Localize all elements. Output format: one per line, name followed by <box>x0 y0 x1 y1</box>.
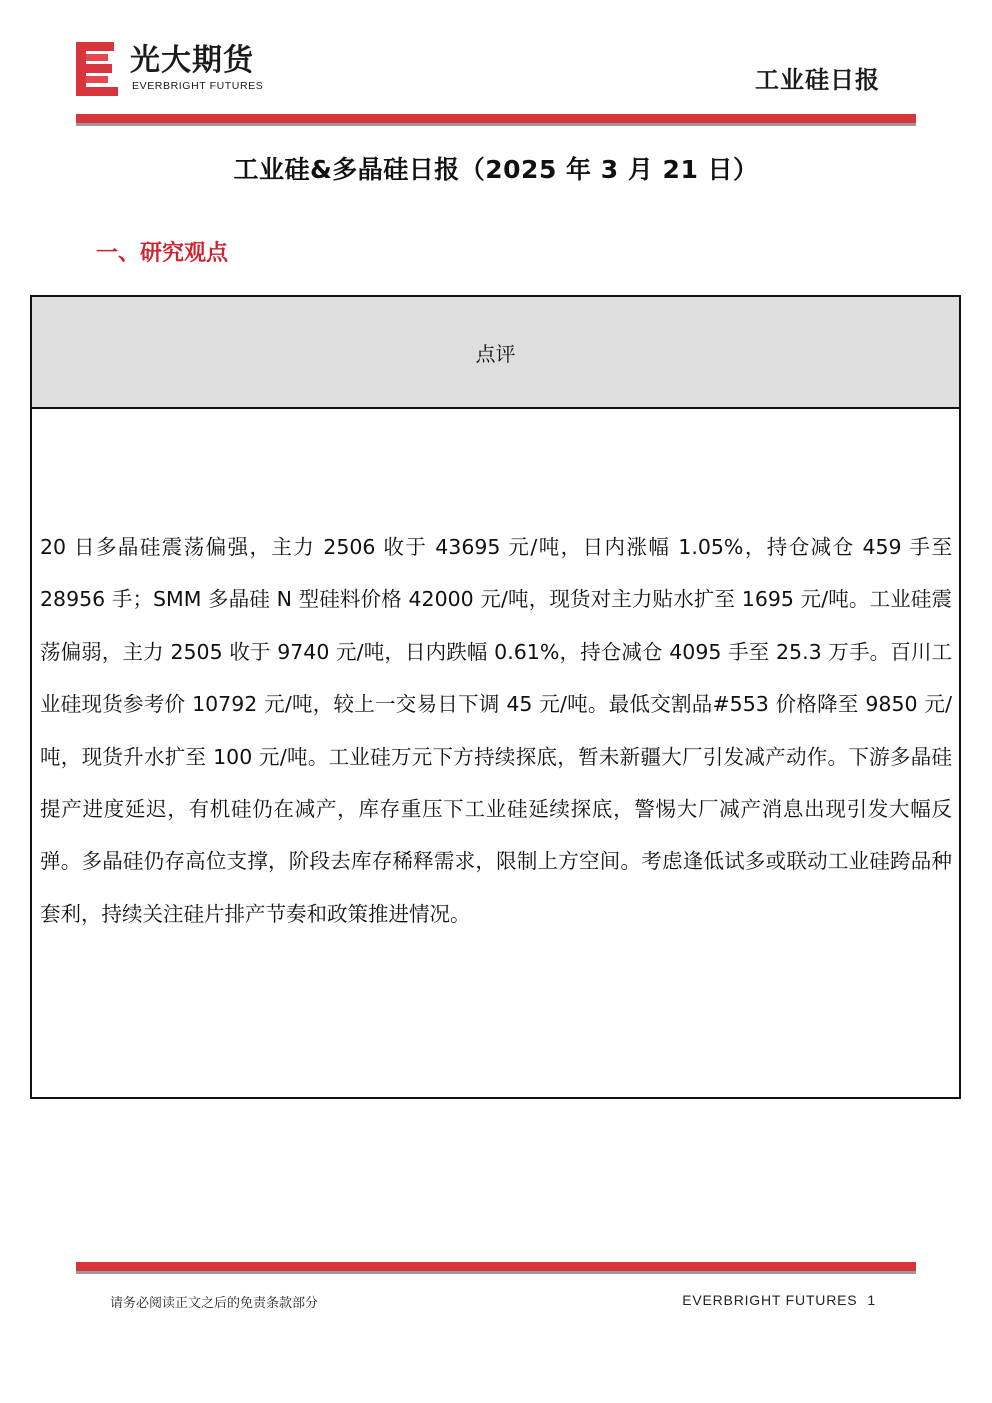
commentary-table-header <box>32 297 959 409</box>
page-number: 1 <box>867 1292 876 1308</box>
footer-brand-block <box>682 1292 876 1308</box>
section-heading: 一、研究观点 <box>96 241 229 266</box>
commentary-table <box>30 295 961 1099</box>
company-logo <box>76 40 296 100</box>
footer-divider-grey <box>76 1271 916 1274</box>
header-divider-red <box>76 114 916 123</box>
everbright-e-logo-icon <box>76 42 118 96</box>
logo-chinese-name: 光大期货 <box>130 43 254 78</box>
commentary-text: 20 日多晶硅震荡偏强，主力 2506 收于 43695 元/吨，日内涨幅 1.05%，持仓减仓 459 手至 28956 手；SMM 多晶硅 N 型硅料价格 42000 元/吨，现货对主力贴水扩至 1695 元/吨。工业硅震荡偏弱，主力 2505 收于 9740 元/吨，日内跌幅 0.61%，持仓减仓 4095 手至 25.3 万手。百川工业硅现货参考价 10792 元/吨，较上一交易日下调 45 元/吨。最低交割品#553 价格降至 9850 元/吨，现货升水扩至 100 元/吨。工业硅万元下方持续探底，暂未新疆大厂引发减产动作。下游多晶硅提产进度延迟，有机硅仍在减产，库存重压下工业硅延续探底，警惕大厂减产消息出现引发大幅反弹。多晶硅仍存高位支撑，阶段去库存稀释需求，限制上方空间。考虑逢低试多或联动工业硅跨品种套利，持续关注硅片排产节奏和政策推进情况。 <box>40 535 952 926</box>
logo-english-name: EVERBRIGHT FUTURES <box>132 80 264 92</box>
footer-disclaimer: 请务必阅读正文之后的免责条款部分 <box>110 1296 319 1311</box>
report-type-label: 工业硅日报 <box>755 66 880 94</box>
footer-brand: EVERBRIGHT FUTURES <box>682 1292 858 1308</box>
footer-divider <box>76 1262 916 1274</box>
footer-divider-red <box>76 1262 916 1271</box>
document-title: 工业硅&多晶硅日报（2025 年 3 月 21 日） <box>233 155 759 184</box>
header-divider <box>76 114 916 126</box>
commentary-header-label: 点评 <box>475 341 516 366</box>
header-divider-grey <box>76 123 916 126</box>
